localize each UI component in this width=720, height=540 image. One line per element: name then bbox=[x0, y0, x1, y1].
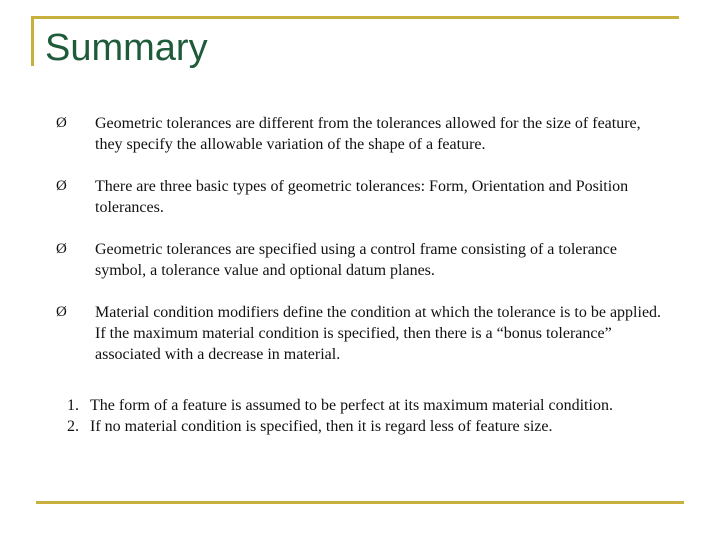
bottom-accent-line bbox=[36, 501, 684, 504]
bullet-text: Material condition modifiers define the condition at which the tolerance is to be applied. If the maximum material condition is specified, then there is a “bonus tolerance” associated with a decrease in material. bbox=[95, 304, 662, 363]
numbered-list bbox=[67, 395, 667, 437]
slide-title: Summary bbox=[45, 27, 208, 69]
arrowhead-bullet-icon: Ø bbox=[56, 115, 67, 131]
bullet-item bbox=[56, 176, 666, 218]
numbered-text: The form of a feature is assumed to be perfect at its maximum material condition. bbox=[90, 397, 613, 414]
bullet-text: Geometric tolerances are specified using a control frame consisting of a tolerance symbol, a tolerance value and optional datum planes. bbox=[95, 241, 617, 279]
numbered-item bbox=[67, 395, 667, 416]
bullet-list bbox=[56, 113, 666, 386]
numbered-text: If no material condition is specified, then it is regard less of feature size. bbox=[90, 418, 553, 435]
arrowhead-bullet-icon: Ø bbox=[56, 241, 67, 257]
arrowhead-bullet-icon: Ø bbox=[56, 178, 67, 194]
numbered-item bbox=[67, 416, 667, 437]
bullet-item bbox=[56, 239, 666, 281]
bullet-text: Geometric tolerances are different from the tolerances allowed for the size of feature, they specify the allowable variation of the shape of a feature. bbox=[95, 115, 641, 153]
bullet-item bbox=[56, 113, 666, 155]
bullet-item bbox=[56, 302, 666, 365]
bullet-text: There are three basic types of geometric tolerances: Form, Orientation and Position tolerances. bbox=[95, 178, 629, 216]
list-number: 1. bbox=[67, 397, 79, 414]
arrowhead-bullet-icon: Ø bbox=[56, 304, 67, 320]
top-accent-line bbox=[31, 16, 679, 19]
list-number: 2. bbox=[67, 418, 79, 435]
left-accent-line bbox=[31, 16, 34, 66]
